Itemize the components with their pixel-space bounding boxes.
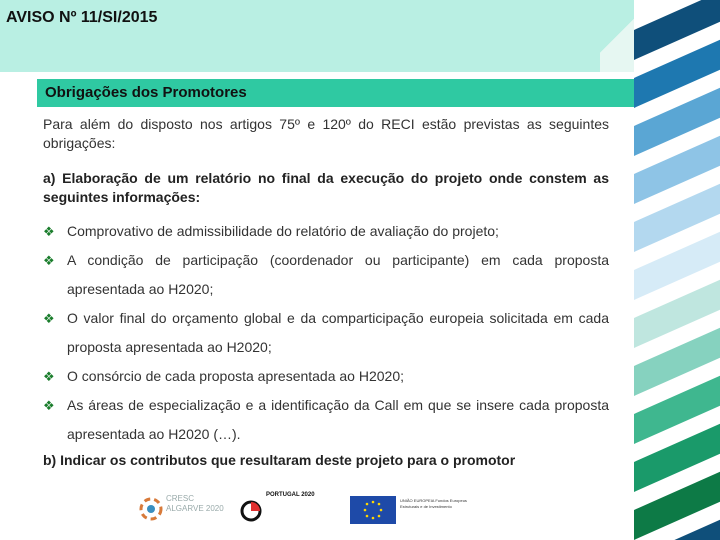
list-item — [43, 391, 609, 449]
list-item — [43, 246, 609, 304]
page-title: AVISO Nº 11/SI/2015 — [6, 9, 158, 26]
list-item — [43, 304, 609, 362]
page-fold-decoration — [600, 0, 634, 72]
content-body — [43, 115, 609, 470]
bullet-text: O valor final do orçamento global e da comparticipação europeia solicitada em cada proposta apresentada ao H2020; — [67, 310, 609, 355]
eu-flag-icon — [350, 496, 396, 524]
intro-paragraph: Para além do disposto nos artigos 75º e 120º do RECI estão previstas as seguintes obrigações: — [43, 116, 609, 151]
footer-logos — [130, 488, 480, 534]
list-item — [43, 362, 609, 391]
cresc-algarve-logo — [138, 494, 228, 528]
portugal-2020-logo — [240, 492, 340, 528]
portugal-mark-icon — [240, 496, 262, 526]
cresc-logo-text: CRESC ALGARVE 2020 — [166, 494, 224, 513]
diamond-bullet-icon: ❖ — [43, 224, 55, 239]
eu-logo-text: UNIÃO EUROPEIA Fundos Europeus Estruturais e de Investimento — [400, 498, 467, 509]
item-a: a) Elaboração de um relatório no final da execução do projeto onde constem as seguintes informações: — [43, 170, 609, 205]
bullet-text: As áreas de especialização e a identificação da Call em que se insere cada proposta apresentada ao H2020 (…). — [67, 397, 609, 442]
diamond-bullet-icon: ❖ — [43, 398, 55, 413]
decorative-stripes — [634, 0, 720, 540]
diamond-bullet-icon: ❖ — [43, 311, 55, 326]
diamond-bullet-icon: ❖ — [43, 369, 55, 384]
bullet-text: O consórcio de cada proposta apresentada ao H2020; — [67, 368, 405, 384]
portugal-logo-text: PORTUGAL 2020 — [266, 492, 315, 498]
bullet-list — [43, 217, 609, 449]
bullet-text: A condição de participação (coordenador ou participante) em cada proposta apresentada ao H2020; — [67, 252, 609, 297]
cresc-swirl-icon — [138, 494, 164, 524]
list-item — [43, 217, 609, 246]
section-header: Obrigações dos Promotores — [37, 79, 634, 107]
item-b: b) Indicar os contributos que resultaram deste projeto para o promotor — [43, 452, 516, 468]
diamond-bullet-icon: ❖ — [43, 253, 55, 268]
bullet-text: Comprovativo de admissibilidade do relatório de avaliação do projeto; — [67, 223, 499, 239]
